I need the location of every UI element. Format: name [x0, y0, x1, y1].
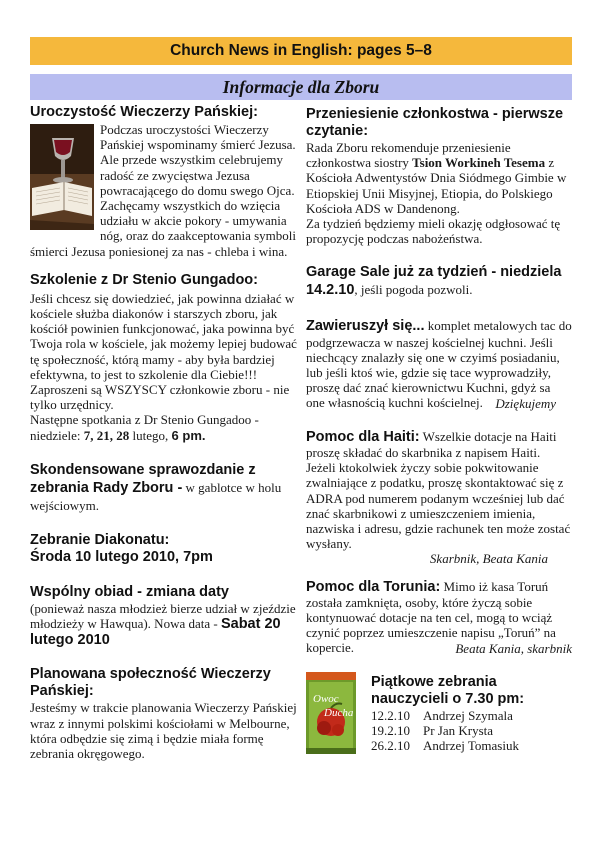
lunch-section — [30, 584, 298, 649]
planned-supper-text: Jesteśmy w trakcie planowania Wieczerzy Pańskiej wraz z innymi polskimi kościołami w Melbourne, która odbędzie się zimą i będzie miała formę zebrania okręgowego. — [30, 700, 297, 762]
lords-supper-text-2: Zachęcamy wszystkich do wzięcia udziału w akcie pokory - umywania nóg, oraz do zaakceptowania symboli śmierci Jezusa poniesionej za nas - chleba i wina. — [30, 198, 297, 259]
transfer-heading: Przeniesienie członkostwa - pierwsze czytanie: — [306, 106, 564, 139]
lost-items-thanks: Dziękujemy — [495, 395, 556, 411]
schedule-teacher-name: Pr Jan Krysta — [423, 723, 494, 739]
board-report-body: w gablotce w holu wejściowym. — [30, 479, 282, 513]
training-text-2: Zaproszeni są WSZYSCY członkowie zboru - nie tylko urzędnicy. — [30, 382, 290, 413]
teachers-schedule — [371, 708, 572, 754]
garage-sale-text — [306, 263, 572, 299]
board-report-text — [30, 461, 298, 514]
haiti-section — [306, 429, 572, 567]
training-text-3 — [30, 412, 298, 442]
lost-items-section — [306, 318, 572, 410]
garage-sale-body: , jeśli pogoda pozwoli. — [354, 282, 473, 298]
training-dates: 7, 21, 28 — [83, 427, 130, 443]
haiti-body: Wszelkie dotacje na Haiti proszę składać do skarbnika z napisem Haiti. Jeżeli ktokolwiek życzy sobie pokwitowanie zwalniające z podatku, proszę skontaktować się z ADRA pod numerem podanym wcześniej lub dać znać skarbnikowi z umieszczeniem imienia, nazwiska i adresu, gdzie rachunek ten może zostać wysłany. — [306, 428, 571, 552]
lunch-heading: Wspólny obiad - zmiana daty — [30, 583, 229, 600]
training-text-3-mid: lutego, — [129, 427, 172, 443]
haiti-text — [306, 429, 572, 552]
lost-items-body: komplet metalowych tac do podgrzewacza w naszej kościelnej kuchni. Jeśli niechcący znalazły się one w czyimś posiadaniu, lub jeśli ktoś wie, gdzie się tace wyprowadziły, proszę dać znać kierownictwu Kuchni, gdyż sa one własnością kuchni kościelnej. — [306, 318, 572, 411]
teachers-info — [371, 672, 572, 754]
transfer-body-b: z Kościoła Adwentystów Dnia Siódmego Gimbie w Etiopskiej Unii Misyjnej, Etiopia, do Polskiego Kościoła ADS w Dandenong. — [306, 155, 567, 216]
training-text-1: Jeśli chcesz się dowiedzieć, jak powinna działać w kościele służba diakonów i starszych zboru, jak kościół powinien funkcjonować, jaka powinna być Twoja rola w kościele, jak możemy lepiej budować tę społeczność, którą mamy - aby była bardziej efektywna, to jest to szkolenie dla Ciebie!!! — [30, 290, 297, 382]
garage-sale-heading: Garage Sale już za tydzień - niedziela 14.2.10 — [306, 264, 562, 299]
deacons-section — [30, 532, 298, 566]
schedule-teacher-name: Andrzej Tomasiuk — [423, 738, 519, 754]
wine-chalice-bible-image — [30, 124, 94, 230]
haiti-signature: Skarbnik, Beata Kania — [429, 551, 548, 567]
english-news-banner: Church News in English: pages 5–8 — [30, 37, 572, 65]
schedule-date: 26.2.10 — [371, 738, 410, 754]
board-report-heading: Skondensowane sprawozdanie z zebrania Rady Zboru - — [30, 461, 256, 496]
planned-supper-section — [30, 666, 298, 761]
transfer-body-a: Rada Zboru rekomenduje przeniesienie członkostwa siostry — [306, 140, 511, 171]
garage-sale-section — [306, 263, 572, 299]
torun-body: Mimo iż kasa Toruń została zamknięta, osoby, które życzą sobie kontynuować dotacje na ten cel, mogą to wciąż czynić poprzez umieszczenie napisu „Toruń” na kopercie. — [306, 578, 556, 656]
book-title-2: Ducha — [324, 706, 354, 719]
lunch-text — [30, 601, 298, 649]
lords-supper-text-1: Podczas uroczystości Wieczerzy Pańskiej wspominamy śmierć Jezusa. Ale przede wszystkim celebrujemy radość ze zwycięstwa Jezusa powracającego do domu swego Ojca. — [100, 122, 296, 198]
left-column — [30, 104, 298, 761]
board-report-section — [30, 461, 298, 514]
deacons-heading: Zebranie Diakonatu: — [30, 531, 170, 548]
schedule-row — [371, 738, 572, 753]
section-title-banner: Informacje dla Zboru — [30, 74, 572, 100]
deacons-date: Środa 10 lutego 2010, 7pm — [30, 548, 213, 565]
training-time: 6 pm. — [171, 427, 206, 443]
schedule-row — [371, 723, 572, 738]
torun-signature: Beata Kania, skarbnik — [455, 640, 572, 656]
schedule-teacher-name: Andrzej Szymala — [423, 707, 513, 723]
teachers-heading: Piątkowe zebrania nauczycieli o 7.30 pm: — [371, 673, 525, 707]
lords-supper-section — [30, 104, 298, 259]
haiti-heading: Pomoc dla Haiti: — [306, 428, 420, 445]
transfer-text-1 — [306, 140, 572, 216]
planned-supper-heading: Planowana społeczność Wieczerzy Pańskiej: — [30, 666, 271, 700]
transfer-text-2: Za tydzień będziemy mieli okazję odgłosować tę propozycję podczas nabożeństwa. — [306, 216, 561, 247]
lost-items-heading: Zawieruszył się... — [306, 318, 425, 335]
lunch-body: (ponieważ nasza młodzież bierze udział w zjeździe młodzieży w Hawqua). Nowa data - — [30, 600, 296, 632]
lords-supper-heading: Uroczystość Wieczerzy Pańskiej: — [30, 104, 258, 120]
training-heading: Szkolenie z Dr Stenio Gungadoo: — [30, 271, 258, 288]
schedule-row — [371, 708, 572, 723]
torun-heading: Pomoc dla Torunia: — [306, 578, 441, 595]
lunch-date: Sabat 20 lutego 2010 — [30, 616, 281, 649]
training-section — [30, 272, 298, 443]
book-title-1: Owoc — [313, 692, 339, 705]
torun-section — [306, 579, 572, 656]
book-cover-image — [306, 672, 356, 754]
teachers-section — [306, 672, 572, 754]
right-column — [306, 106, 572, 754]
transfer-member-name: Tsion Workineh Tesema — [412, 155, 546, 171]
training-text-3-prefix: Następne spotkania z Dr Stenio Gungadoo - niedziele: — [30, 412, 259, 443]
schedule-date: 19.2.10 — [371, 723, 410, 739]
transfer-section — [306, 106, 572, 246]
schedule-date: 12.2.10 — [371, 707, 410, 723]
